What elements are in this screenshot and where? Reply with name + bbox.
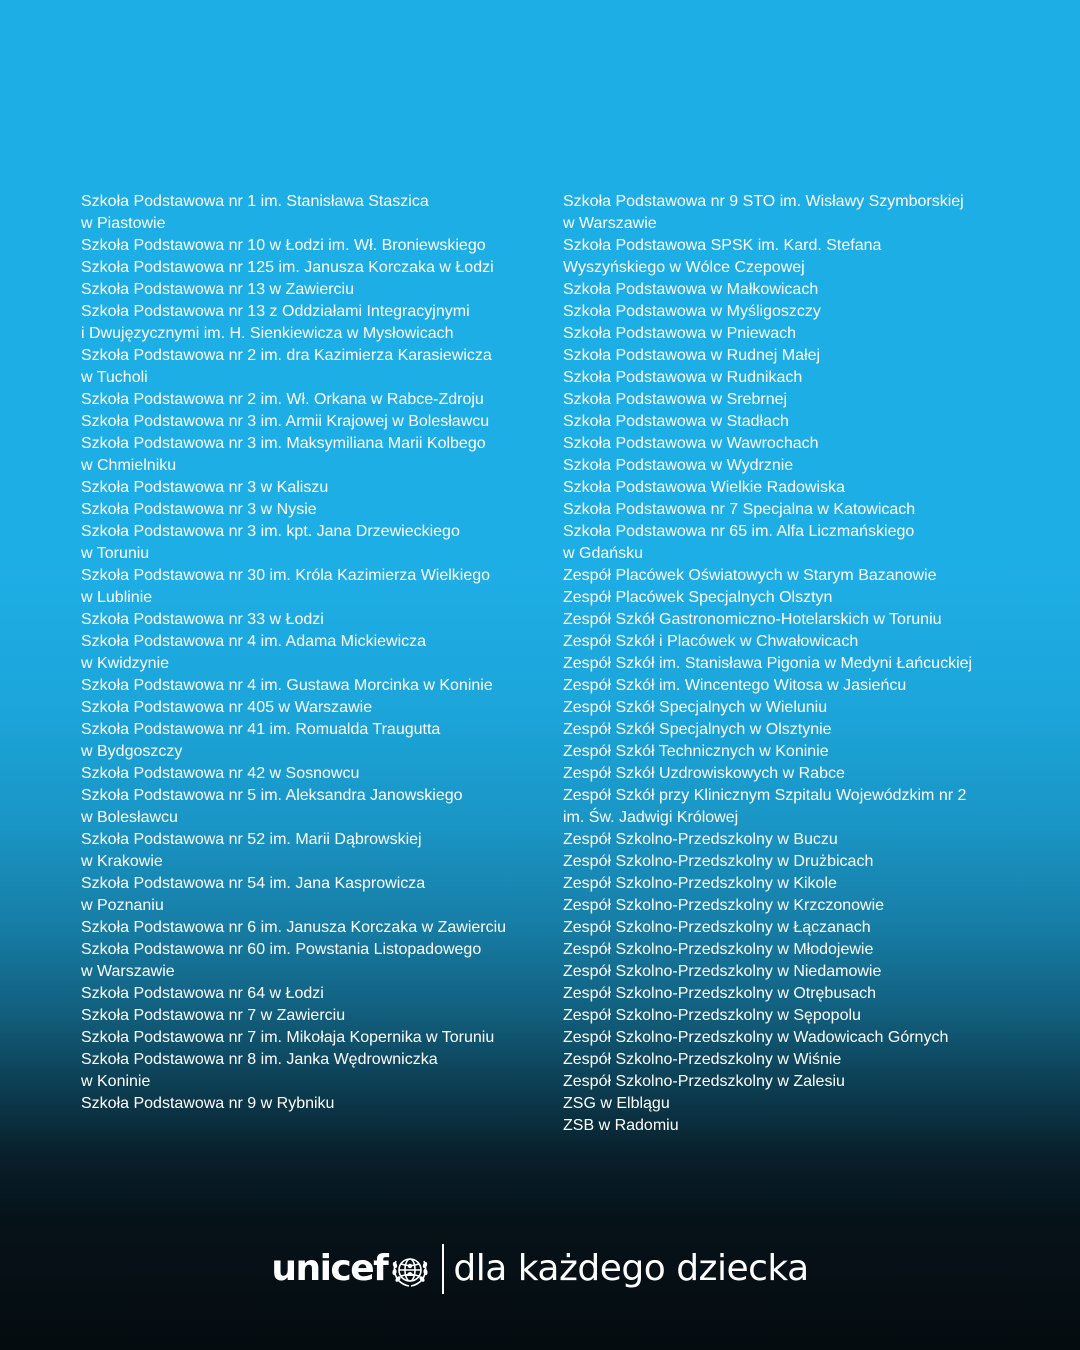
school-list-line: Szkoła Podstawowa nr 8 im. Janka Wędrowniczka xyxy=(81,1051,438,1068)
school-list-line: Szkoła Podstawowa nr 10 w Łodzi im. Wł. Broniewskiego xyxy=(81,237,486,254)
school-list-left xyxy=(81,191,531,1115)
school-list-line: Zespół Szkolno-Przedszkolny w Buczu xyxy=(563,831,838,848)
school-list-line: w Gdańsku xyxy=(563,545,644,562)
tagline: dla każdego dziecka xyxy=(453,1248,809,1289)
school-list-line: Szkoła Podstawowa nr 54 im. Jana Kasprowicza xyxy=(81,875,426,892)
school-list-line: Szkoła Podstawowa nr 9 w Rybniku xyxy=(81,1095,335,1112)
school-list-line: w Lublinie xyxy=(81,589,153,606)
school-list-line: w Chmielniku xyxy=(81,457,177,474)
school-list-line: Szkoła Podstawowa nr 13 w Zawierciu xyxy=(81,281,355,298)
school-list-line: Szkoła Podstawowa nr 3 im. kpt. Jana Drzewieckiego xyxy=(81,523,460,540)
school-list-line: Zespół Placówek Specjalnych Olsztyn xyxy=(563,589,833,606)
school-list-line: Szkoła Podstawowa w Małkowicach xyxy=(563,281,819,298)
school-list-line: im. Św. Jadwigi Królowej xyxy=(563,809,739,826)
school-list-line: Szkoła Podstawowa nr 30 im. Króla Kazimierza Wielkiego xyxy=(81,567,491,584)
school-list-line: Szkoła Podstawowa nr 9 STO im. Wisławy Szymborskiej xyxy=(563,193,964,210)
school-list-line: Wyszyńskiego w Wólce Czepowej xyxy=(563,259,805,276)
school-list-line: Zespół Placówek Oświatowych w Starym Bazanowie xyxy=(563,567,937,584)
school-list-line: Zespół Szkolno-Przedszkolny w Drużbicach xyxy=(563,853,874,870)
school-list-line: Zespół Szkół Technicznych w Koninie xyxy=(563,743,829,760)
unicef-emblem-icon xyxy=(390,1249,430,1289)
school-list-line: w Tucholi xyxy=(81,369,148,386)
school-list-line: Zespół Szkolno-Przedszkolny w Niedamowie xyxy=(563,963,882,980)
school-list-line: w Bydgoszczy xyxy=(81,743,183,760)
school-list-line: Szkoła Podstawowa nr 42 w Sosnowcu xyxy=(81,765,360,782)
school-list-line: Zespół Szkół przy Klinicznym Szpitalu Wojewódzkim nr 2 xyxy=(563,787,967,804)
school-list-line: Szkoła Podstawowa nr 1 im. Stanisława Staszica xyxy=(81,193,429,210)
school-list-line: Zespół Szkolno-Przedszkolny w Młodojewie xyxy=(563,941,874,958)
school-list-line: Zespół Szkolno-Przedszkolny w Wadowicach Górnych xyxy=(563,1029,949,1046)
school-list-line: Szkoła Podstawowa w Rudnej Małej xyxy=(563,347,821,364)
unicef-wordmark: unicef xyxy=(271,1248,388,1289)
school-list-line: Szkoła Podstawowa nr 52 im. Marii Dąbrowskiej xyxy=(81,831,422,848)
school-list-line: Zespół Szkół im. Stanisława Pigonia w Medyni Łańcuckiej xyxy=(563,655,973,672)
school-list-line: Szkoła Podstawowa nr 4 im. Gustawa Morcinka w Koninie xyxy=(81,677,493,694)
school-list-line: Szkoła Podstawowa SPSK im. Kard. Stefana xyxy=(563,237,882,254)
school-list-line: Szkoła Podstawowa nr 4 im. Adama Mickiewicza xyxy=(81,633,427,650)
school-list-line: w Poznaniu xyxy=(81,897,164,914)
school-list-line: Szkoła Podstawowa nr 7 w Zawierciu xyxy=(81,1007,346,1024)
school-list-line: Szkoła Podstawowa nr 6 im. Janusza Korczaka w Zawierciu xyxy=(81,919,507,936)
school-list-line: Szkoła Podstawowa nr 7 Specjalna w Katowicach xyxy=(563,501,916,518)
school-list-line: Zespół Szkół Specjalnych w Wieluniu xyxy=(563,699,828,716)
school-list-line: ZSG w Elblągu xyxy=(563,1095,670,1112)
school-list-line: Zespół Szkolno-Przedszkolny w Łączanach xyxy=(563,919,871,936)
logo-divider xyxy=(442,1244,444,1294)
school-list-line: Zespół Szkół Specjalnych w Olsztynie xyxy=(563,721,832,738)
school-list-line: Szkoła Podstawowa nr 3 w Nysie xyxy=(81,501,317,518)
school-list-line: w Toruniu xyxy=(81,545,150,562)
school-list-line: Szkoła Podstawowa nr 125 im. Janusza Korczaka w Łodzi xyxy=(81,259,494,276)
school-list-line: w Warszawie xyxy=(81,963,175,980)
school-list-line: Szkoła Podstawowa nr 2 im. Wł. Orkana w Rabce-Zdroju xyxy=(81,391,484,408)
school-list-right xyxy=(563,191,1003,1137)
school-list-line: Zespół Szkół i Placówek w Chwałowicach xyxy=(563,633,859,650)
school-list-line: w Warszawie xyxy=(563,215,657,232)
school-list-line: ZSB w Radomiu xyxy=(563,1117,679,1134)
school-list-line: Szkoła Podstawowa nr 41 im. Romualda Traugutta xyxy=(81,721,441,738)
school-list-line: Zespół Szkolno-Przedszkolny w Otrębusach xyxy=(563,985,877,1002)
school-list-line: w Koninie xyxy=(81,1073,151,1090)
school-list-line: Szkoła Podstawowa nr 60 im. Powstania Listopadowego xyxy=(81,941,482,958)
footer-logo xyxy=(0,1238,1080,1300)
school-list-line: Zespół Szkolno-Przedszkolny w Zalesiu xyxy=(563,1073,845,1090)
school-list-line: Szkoła Podstawowa nr 5 im. Aleksandra Janowskiego xyxy=(81,787,463,804)
school-list-line: Szkoła Podstawowa nr 64 w Łodzi xyxy=(81,985,324,1002)
school-list-line: Szkoła Podstawowa nr 3 im. Armii Krajowej w Bolesławcu xyxy=(81,413,490,430)
school-list-line: Szkoła Podstawowa nr 33 w Łodzi xyxy=(81,611,324,628)
school-list-line: Szkoła Podstawowa nr 7 im. Mikołaja Kopernika w Toruniu xyxy=(81,1029,495,1046)
school-list-line: Zespół Szkolno-Przedszkolny w Wiśnie xyxy=(563,1051,842,1068)
school-list-line: Szkoła Podstawowa Wielkie Radowiska xyxy=(563,479,845,496)
school-list-line: Szkoła Podstawowa w Srebrnej xyxy=(563,391,788,408)
school-list-line: Szkoła Podstawowa w Pniewach xyxy=(563,325,797,342)
school-list-line: Szkoła Podstawowa w Wydrznie xyxy=(563,457,794,474)
school-list-line: i Dwujęzycznymi im. H. Sienkiewicza w Mysłowicach xyxy=(81,325,454,342)
school-list-line: Szkoła Podstawowa w Stadłach xyxy=(563,413,789,430)
school-list-line: Szkoła Podstawowa w Rudnikach xyxy=(563,369,803,386)
school-list-line: Szkoła Podstawowa w Wawrochach xyxy=(563,435,819,452)
school-list-line: w Kwidzynie xyxy=(81,655,170,672)
school-list-line: Zespół Szkolno-Przedszkolny w Kikole xyxy=(563,875,837,892)
school-list-line: Szkoła Podstawowa nr 2 im. dra Kazimierza Karasiewicza xyxy=(81,347,492,364)
school-list-line: Zespół Szkolno-Przedszkolny w Krzczonowie xyxy=(563,897,885,914)
school-list-line: w Piastowie xyxy=(81,215,166,232)
school-list-line: w Bolesławcu xyxy=(81,809,178,826)
school-list-line: Zespół Szkół Gastronomiczno-Hotelarskich w Toruniu xyxy=(563,611,942,628)
school-list-line: Szkoła Podstawowa w Myśligoszczy xyxy=(563,303,821,320)
school-list-line: Zespół Szkół Uzdrowiskowych w Rabce xyxy=(563,765,845,782)
school-list-line: Szkoła Podstawowa nr 13 z Oddziałami Integracyjnymi xyxy=(81,303,470,320)
school-list-line: Szkoła Podstawowa nr 65 im. Alfa Liczmańskiego xyxy=(563,523,915,540)
school-list-line: w Krakowie xyxy=(81,853,163,870)
school-list-line: Szkoła Podstawowa nr 405 w Warszawie xyxy=(81,699,373,716)
school-list-line: Zespół Szkół im. Wincentego Witosa w Jasieńcu xyxy=(563,677,907,694)
school-list-line: Szkoła Podstawowa nr 3 w Kaliszu xyxy=(81,479,329,496)
school-list-line: Zespół Szkolno-Przedszkolny w Sępopolu xyxy=(563,1007,861,1024)
school-list-line: Szkoła Podstawowa nr 3 im. Maksymiliana Marii Kolbego xyxy=(81,435,486,452)
